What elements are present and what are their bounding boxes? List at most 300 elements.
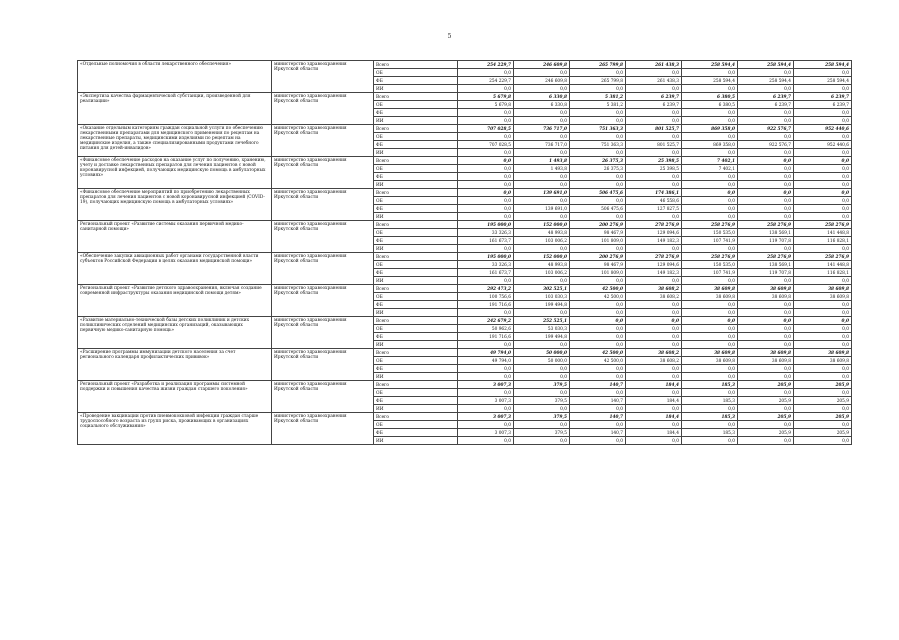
amount-cell: 736 717,0 bbox=[514, 141, 570, 149]
amount-cell: 6 380,5 bbox=[682, 93, 738, 101]
amount-cell: 0,0 bbox=[738, 213, 794, 221]
amount-cell: 0,0 bbox=[682, 117, 738, 125]
amount-cell: 0,0 bbox=[738, 317, 794, 325]
amount-cell: 0,0 bbox=[738, 85, 794, 93]
amount-cell: 0,0 bbox=[682, 325, 738, 333]
funding-source: ФБ bbox=[374, 77, 458, 85]
amount-cell: 38 608,2 bbox=[626, 357, 682, 365]
amount-cell: 191 716,6 bbox=[458, 333, 514, 341]
amount-cell: 42 500,0 bbox=[570, 357, 626, 365]
amount-cell: 0,0 bbox=[458, 69, 514, 77]
amount-cell: 0,0 bbox=[794, 333, 852, 341]
amount-cell: 0,0 bbox=[738, 205, 794, 213]
amount-cell: 0,0 bbox=[738, 189, 794, 197]
amount-cell: 278 276,9 bbox=[626, 253, 682, 261]
amount-cell: 107 741,9 bbox=[682, 237, 738, 245]
amount-cell: 0,0 bbox=[514, 365, 570, 373]
amount-cell: 258 594,4 bbox=[738, 61, 794, 69]
amount-cell: 0,0 bbox=[458, 189, 514, 197]
amount-cell: 0,0 bbox=[570, 109, 626, 117]
amount-cell: 199 494,8 bbox=[514, 333, 570, 341]
amount-cell: 0,0 bbox=[458, 149, 514, 157]
amount-cell: 0,0 bbox=[738, 341, 794, 349]
amount-cell: 751 363,3 bbox=[570, 141, 626, 149]
amount-cell: 0,0 bbox=[514, 133, 570, 141]
amount-cell: 0,0 bbox=[458, 213, 514, 221]
amount-cell: 129 094,6 bbox=[626, 261, 682, 269]
amount-cell: 258 594,4 bbox=[794, 61, 852, 69]
amount-cell: 3 007,3 bbox=[458, 413, 514, 421]
amount-cell: 0,0 bbox=[514, 389, 570, 397]
amount-cell: 869 358,0 bbox=[682, 141, 738, 149]
funding-source: ОБ bbox=[374, 197, 458, 205]
amount-cell: 0,0 bbox=[458, 373, 514, 381]
amount-cell: 161 673,7 bbox=[458, 237, 514, 245]
amount-cell: 506 475,6 bbox=[570, 205, 626, 213]
amount-cell: 0,0 bbox=[682, 365, 738, 373]
amount-cell: 3 007,3 bbox=[458, 381, 514, 389]
amount-cell: 184,4 bbox=[626, 397, 682, 405]
responsible-executor: министерство здравоохранения Иркутской области bbox=[272, 413, 374, 445]
amount-cell: 265 799,8 bbox=[570, 61, 626, 69]
amount-cell: 0,0 bbox=[626, 365, 682, 373]
amount-cell: 952 440,6 bbox=[794, 141, 852, 149]
funding-source: Всего bbox=[374, 93, 458, 101]
amount-cell: 0,0 bbox=[738, 437, 794, 445]
amount-cell: 0,0 bbox=[626, 69, 682, 77]
amount-cell: 258 276,9 bbox=[682, 221, 738, 229]
amount-cell: 0,0 bbox=[794, 213, 852, 221]
funding-source: ИИ bbox=[374, 181, 458, 189]
amount-cell: 0,0 bbox=[738, 309, 794, 317]
amount-cell: 7 402,1 bbox=[682, 157, 738, 165]
amount-cell: 0,0 bbox=[458, 133, 514, 141]
amount-cell: 7 402,1 bbox=[682, 165, 738, 173]
amount-cell: 922 576,7 bbox=[738, 125, 794, 133]
funding-source: Всего bbox=[374, 253, 458, 261]
amount-cell: 0,0 bbox=[570, 277, 626, 285]
measure-description: «Финансовое обеспечение мероприятий по приобретению лекарственных препаратов для лечения пациентов с новой коронавирусной инфекцией (COVID-19), получающих медицинскую помощь в амбулаторных условиях» bbox=[78, 189, 272, 221]
amount-cell: 0,0 bbox=[458, 405, 514, 413]
amount-cell: 0,0 bbox=[738, 149, 794, 157]
amount-cell: 150 535,0 bbox=[682, 261, 738, 269]
amount-cell: 0,0 bbox=[570, 181, 626, 189]
funding-source: Всего bbox=[374, 189, 458, 197]
amount-cell: 379,5 bbox=[514, 413, 570, 421]
amount-cell: 0,0 bbox=[458, 157, 514, 165]
amount-cell: 0,0 bbox=[794, 301, 852, 309]
amount-cell: 0,0 bbox=[626, 405, 682, 413]
amount-cell: 258 276,9 bbox=[794, 253, 852, 261]
amount-cell: 0,0 bbox=[514, 173, 570, 181]
amount-cell: 707 028,5 bbox=[458, 125, 514, 133]
amount-cell: 0,0 bbox=[514, 309, 570, 317]
amount-cell: 0,0 bbox=[794, 317, 852, 325]
amount-cell: 0,0 bbox=[794, 421, 852, 429]
amount-cell: 6 380,5 bbox=[682, 101, 738, 109]
amount-cell: 0,0 bbox=[682, 245, 738, 253]
amount-cell: 0,0 bbox=[794, 69, 852, 77]
amount-cell: 0,0 bbox=[682, 277, 738, 285]
amount-cell: 205,9 bbox=[738, 381, 794, 389]
amount-cell: 0,0 bbox=[682, 373, 738, 381]
funding-source: ОБ bbox=[374, 69, 458, 77]
amount-cell: 185,3 bbox=[682, 397, 738, 405]
amount-cell: 0,0 bbox=[458, 309, 514, 317]
measure-description: «Экспертиза качества фармацевтической субстанции, произведенной для реализации» bbox=[78, 93, 272, 125]
amount-cell: 129 094,6 bbox=[626, 229, 682, 237]
amount-cell: 149 182,3 bbox=[626, 237, 682, 245]
funding-source: Всего bbox=[374, 349, 458, 357]
funding-source: ИИ bbox=[374, 373, 458, 381]
amount-cell: 49 794,0 bbox=[458, 357, 514, 365]
funding-source: ФБ bbox=[374, 301, 458, 309]
amount-cell: 0,0 bbox=[458, 109, 514, 117]
responsible-executor: министерство здравоохранения Иркутской области bbox=[272, 221, 374, 253]
responsible-executor: министерство здравоохранения Иркутской области bbox=[272, 93, 374, 125]
amount-cell: 0,0 bbox=[514, 341, 570, 349]
amount-cell: 0,0 bbox=[570, 69, 626, 77]
amount-cell: 0,0 bbox=[682, 317, 738, 325]
funding-source: ОБ bbox=[374, 229, 458, 237]
amount-cell: 0,0 bbox=[514, 421, 570, 429]
funding-source: ОБ bbox=[374, 261, 458, 269]
amount-cell: 0,0 bbox=[794, 309, 852, 317]
amount-cell: 292 473,2 bbox=[458, 285, 514, 293]
amount-cell: 0,0 bbox=[458, 197, 514, 205]
amount-cell: 50 962,6 bbox=[458, 325, 514, 333]
funding-source: Всего bbox=[374, 381, 458, 389]
amount-cell: 0,0 bbox=[794, 117, 852, 125]
funding-source: Всего bbox=[374, 285, 458, 293]
amount-cell: 38 609,8 bbox=[794, 285, 852, 293]
funding-source: ОБ bbox=[374, 101, 458, 109]
amount-cell: 174 386,1 bbox=[626, 189, 682, 197]
amount-cell: 0,0 bbox=[458, 245, 514, 253]
amount-cell: 0,0 bbox=[738, 325, 794, 333]
amount-cell: 0,0 bbox=[738, 133, 794, 141]
amount-cell: 0,0 bbox=[738, 245, 794, 253]
amount-cell: 0,0 bbox=[570, 309, 626, 317]
amount-cell: 116 828,1 bbox=[794, 269, 852, 277]
amount-cell: 0,0 bbox=[682, 301, 738, 309]
amount-cell: 0,0 bbox=[458, 365, 514, 373]
amount-cell: 0,0 bbox=[794, 365, 852, 373]
amount-cell: 0,0 bbox=[682, 205, 738, 213]
amount-cell: 0,0 bbox=[514, 117, 570, 125]
amount-cell: 0,0 bbox=[738, 301, 794, 309]
amount-cell: 258 276,9 bbox=[682, 253, 738, 261]
amount-cell: 0,0 bbox=[738, 69, 794, 77]
amount-cell: 100 756,6 bbox=[458, 293, 514, 301]
funding-source: ФБ bbox=[374, 237, 458, 245]
amount-cell: 0,0 bbox=[570, 333, 626, 341]
amount-cell: 0,0 bbox=[794, 181, 852, 189]
amount-cell: 0,0 bbox=[738, 157, 794, 165]
amount-cell: 0,0 bbox=[570, 325, 626, 333]
amount-cell: 0,0 bbox=[626, 421, 682, 429]
amount-cell: 205,9 bbox=[794, 413, 852, 421]
amount-cell: 5 679,8 bbox=[458, 93, 514, 101]
amount-cell: 0,0 bbox=[458, 181, 514, 189]
amount-cell: 258 276,9 bbox=[738, 253, 794, 261]
amount-cell: 0,0 bbox=[626, 309, 682, 317]
measure-description: «Обеспечение закупки авиационных работ органами государственной власти субъектов Российской Федерации в целях оказания медицинской помощи» bbox=[78, 253, 272, 285]
table-row bbox=[78, 61, 852, 69]
amount-cell: 161 673,7 bbox=[458, 269, 514, 277]
amount-cell: 0,0 bbox=[570, 213, 626, 221]
amount-cell: 0,0 bbox=[682, 389, 738, 397]
amount-cell: 0,0 bbox=[570, 245, 626, 253]
amount-cell: 205,9 bbox=[794, 381, 852, 389]
amount-cell: 33 326,3 bbox=[458, 229, 514, 237]
amount-cell: 0,0 bbox=[682, 421, 738, 429]
amount-cell: 0,0 bbox=[738, 365, 794, 373]
amount-cell: 0,0 bbox=[514, 437, 570, 445]
funding-source: Всего bbox=[374, 61, 458, 69]
amount-cell: 0,0 bbox=[794, 389, 852, 397]
amount-cell: 707 028,5 bbox=[458, 141, 514, 149]
amount-cell: 258 594,4 bbox=[794, 77, 852, 85]
amount-cell: 38 609,8 bbox=[682, 349, 738, 357]
amount-cell: 0,0 bbox=[682, 181, 738, 189]
amount-cell: 0,0 bbox=[570, 389, 626, 397]
amount-cell: 0,0 bbox=[570, 373, 626, 381]
table-row bbox=[78, 157, 852, 165]
amount-cell: 0,0 bbox=[626, 325, 682, 333]
funding-source: ИИ bbox=[374, 437, 458, 445]
amount-cell: 48 993,8 bbox=[514, 261, 570, 269]
amount-cell: 0,0 bbox=[738, 117, 794, 125]
amount-cell: 48 993,8 bbox=[514, 229, 570, 237]
responsible-executor: министерство здравоохранения Иркутской области bbox=[272, 125, 374, 157]
amount-cell: 0,0 bbox=[570, 365, 626, 373]
amount-cell: 0,0 bbox=[458, 421, 514, 429]
amount-cell: 185,3 bbox=[682, 381, 738, 389]
amount-cell: 0,0 bbox=[682, 85, 738, 93]
amount-cell: 141 448,8 bbox=[794, 229, 852, 237]
page-number: 5 bbox=[447, 33, 452, 40]
amount-cell: 0,0 bbox=[626, 341, 682, 349]
amount-cell: 127 827,5 bbox=[626, 205, 682, 213]
amount-cell: 0,0 bbox=[570, 133, 626, 141]
measure-description: «Расширение программы иммунизации детского населения за счет регионального календаря профилактических прививок» bbox=[78, 349, 272, 381]
funding-source: ФБ bbox=[374, 141, 458, 149]
amount-cell: 98 467,9 bbox=[570, 261, 626, 269]
responsible-executor: министерство здравоохранения Иркутской области bbox=[272, 349, 374, 381]
amount-cell: 6 239,7 bbox=[738, 93, 794, 101]
funding-source: ОБ bbox=[374, 357, 458, 365]
amount-cell: 0,0 bbox=[794, 437, 852, 445]
amount-cell: 922 576,7 bbox=[738, 141, 794, 149]
amount-cell: 53 030,3 bbox=[514, 325, 570, 333]
amount-cell: 0,0 bbox=[794, 133, 852, 141]
responsible-executor: министерство здравоохранения Иркутской области bbox=[272, 317, 374, 349]
amount-cell: 50 000,0 bbox=[514, 357, 570, 365]
amount-cell: 801 525,7 bbox=[626, 125, 682, 133]
amount-cell: 150 535,0 bbox=[682, 229, 738, 237]
amount-cell: 0,0 bbox=[794, 149, 852, 157]
amount-cell: 0,0 bbox=[514, 85, 570, 93]
amount-cell: 736 717,0 bbox=[514, 125, 570, 133]
amount-cell: 0,0 bbox=[626, 213, 682, 221]
amount-cell: 140,7 bbox=[570, 397, 626, 405]
amount-cell: 46 558,6 bbox=[626, 197, 682, 205]
table-row bbox=[78, 189, 852, 197]
funding-source: ИИ bbox=[374, 117, 458, 125]
funding-source: ФБ bbox=[374, 365, 458, 373]
amount-cell: 0,0 bbox=[514, 69, 570, 77]
amount-cell: 152 000,0 bbox=[514, 221, 570, 229]
amount-cell: 0,0 bbox=[458, 341, 514, 349]
funding-source: ОБ bbox=[374, 389, 458, 397]
amount-cell: 0,0 bbox=[738, 333, 794, 341]
measure-description: Региональный проект «Разработка и реализация программы системной поддержки и повышения качества жизни граждан старшего поколения» bbox=[78, 381, 272, 413]
amount-cell: 261 438,3 bbox=[626, 77, 682, 85]
amount-cell: 258 594,4 bbox=[682, 61, 738, 69]
amount-cell: 0,0 bbox=[794, 157, 852, 165]
amount-cell: 6 239,7 bbox=[794, 101, 852, 109]
table-row bbox=[78, 349, 852, 357]
amount-cell: 205,9 bbox=[794, 429, 852, 437]
table-row bbox=[78, 285, 852, 293]
amount-cell: 0,0 bbox=[794, 109, 852, 117]
amount-cell: 0,0 bbox=[794, 197, 852, 205]
amount-cell: 152 000,0 bbox=[514, 253, 570, 261]
amount-cell: 0,0 bbox=[570, 405, 626, 413]
amount-cell: 0,0 bbox=[794, 325, 852, 333]
amount-cell: 38 609,8 bbox=[794, 349, 852, 357]
amount-cell: 6 330,8 bbox=[514, 101, 570, 109]
amount-cell: 33 326,3 bbox=[458, 261, 514, 269]
amount-cell: 0,0 bbox=[738, 421, 794, 429]
amount-cell: 258 276,9 bbox=[794, 221, 852, 229]
amount-cell: 265 799,8 bbox=[570, 77, 626, 85]
funding-source: ОБ bbox=[374, 165, 458, 173]
amount-cell: 0,0 bbox=[738, 173, 794, 181]
responsible-executor: министерство здравоохранения Иркутской области bbox=[272, 285, 374, 317]
funding-source: ИИ bbox=[374, 341, 458, 349]
funding-source: ИИ bbox=[374, 277, 458, 285]
amount-cell: 0,0 bbox=[794, 405, 852, 413]
amount-cell: 103 006,2 bbox=[514, 269, 570, 277]
amount-cell: 38 609,8 bbox=[738, 357, 794, 365]
amount-cell: 0,0 bbox=[738, 389, 794, 397]
amount-cell: 246 609,8 bbox=[514, 77, 570, 85]
amount-cell: 0,0 bbox=[570, 173, 626, 181]
funding-source: Всего bbox=[374, 125, 458, 133]
amount-cell: 0,0 bbox=[794, 245, 852, 253]
funding-source: ИИ bbox=[374, 245, 458, 253]
table-row bbox=[78, 253, 852, 261]
amount-cell: 6 239,7 bbox=[626, 101, 682, 109]
amount-cell: 49 794,0 bbox=[458, 349, 514, 357]
amount-cell: 139 691,0 bbox=[514, 189, 570, 197]
amount-cell: 3 007,3 bbox=[458, 397, 514, 405]
amount-cell: 0,0 bbox=[682, 109, 738, 117]
amount-cell: 195 000,0 bbox=[458, 253, 514, 261]
amount-cell: 261 438,3 bbox=[626, 61, 682, 69]
amount-cell: 0,0 bbox=[626, 437, 682, 445]
funding-source: ФБ bbox=[374, 397, 458, 405]
funding-source: ОБ bbox=[374, 421, 458, 429]
amount-cell: 0,0 bbox=[626, 301, 682, 309]
amount-cell: 0,0 bbox=[514, 149, 570, 157]
amount-cell: 38 609,8 bbox=[738, 349, 794, 357]
amount-cell: 0,0 bbox=[682, 189, 738, 197]
amount-cell: 869 358,0 bbox=[682, 125, 738, 133]
funding-source: ФБ bbox=[374, 333, 458, 341]
amount-cell: 258 594,4 bbox=[682, 77, 738, 85]
amount-cell: 0,0 bbox=[458, 117, 514, 125]
funding-source: ФБ bbox=[374, 173, 458, 181]
measure-description: «Отдельные полномочия в области лекарственного обеспечения» bbox=[78, 61, 272, 93]
amount-cell: 0,0 bbox=[514, 197, 570, 205]
amount-cell: 0,0 bbox=[626, 317, 682, 325]
amount-cell: 379,5 bbox=[514, 429, 570, 437]
amount-cell: 0,0 bbox=[458, 85, 514, 93]
table-row bbox=[78, 381, 852, 389]
amount-cell: 25 398,5 bbox=[626, 157, 682, 165]
funding-source: ФБ bbox=[374, 109, 458, 117]
measure-description: «Развитие материально-технической базы детских поликлиник и детских поликлинических отделений медицинских организаций, оказывающих первичную медико-санитарную помощь» bbox=[78, 317, 272, 349]
amount-cell: 138 569,1 bbox=[738, 229, 794, 237]
amount-cell: 0,0 bbox=[514, 109, 570, 117]
amount-cell: 0,0 bbox=[458, 173, 514, 181]
amount-cell: 0,0 bbox=[570, 197, 626, 205]
measure-description: Региональный проект «Развитие системы оказания первичной медико-санитарной помощи» bbox=[78, 221, 272, 253]
funding-source: ИИ bbox=[374, 405, 458, 413]
amount-cell: 0,0 bbox=[682, 333, 738, 341]
responsible-executor: министерство здравоохранения Иркутской области bbox=[272, 189, 374, 221]
table-row bbox=[78, 413, 852, 421]
amount-cell: 25 398,5 bbox=[626, 165, 682, 173]
responsible-executor: министерство здравоохранения Иркутской области bbox=[272, 61, 374, 93]
amount-cell: 42 500,0 bbox=[570, 349, 626, 357]
funding-source: ФБ bbox=[374, 429, 458, 437]
amount-cell: 0,0 bbox=[626, 149, 682, 157]
amount-cell: 0,0 bbox=[570, 117, 626, 125]
measure-description: «Оказание отдельным категориям граждан социальной услуги по обеспечению лекарственными препаратами для медицинского применения по рецептам на лекарственные препараты, медицинскими изделиями по рецептам на медицинские изделия, а также специализированными продуктами лечебного питания для детей-инвалидов» bbox=[78, 125, 272, 157]
amount-cell: 6 239,7 bbox=[626, 93, 682, 101]
amount-cell: 0,0 bbox=[682, 149, 738, 157]
amount-cell: 38 609,8 bbox=[794, 293, 852, 301]
amount-cell: 205,9 bbox=[794, 397, 852, 405]
amount-cell: 0,0 bbox=[626, 373, 682, 381]
amount-cell: 38 609,8 bbox=[682, 357, 738, 365]
amount-cell: 254 229,7 bbox=[458, 77, 514, 85]
amount-cell: 140,7 bbox=[570, 381, 626, 389]
measure-description: «Финансовое обеспечение расходов на оказание услуг по получению, хранению, учету и доставке лекарственных препаратов для лечения пациентов с новой коронавирусной инфекцией, получающих медицинскую помощь в амбулаторных условиях» bbox=[78, 157, 272, 189]
amount-cell: 184,4 bbox=[626, 429, 682, 437]
amount-cell: 0,0 bbox=[626, 277, 682, 285]
amount-cell: 195 000,0 bbox=[458, 221, 514, 229]
amount-cell: 0,0 bbox=[458, 277, 514, 285]
amount-cell: 103 030,3 bbox=[514, 293, 570, 301]
amount-cell: 26 375,3 bbox=[570, 157, 626, 165]
funding-source: Всего bbox=[374, 413, 458, 421]
amount-cell: 42 500,0 bbox=[570, 285, 626, 293]
amount-cell: 38 609,8 bbox=[738, 293, 794, 301]
amount-cell: 38 609,8 bbox=[738, 285, 794, 293]
amount-cell: 0,0 bbox=[794, 165, 852, 173]
amount-cell: 0,0 bbox=[626, 109, 682, 117]
amount-cell: 98 467,9 bbox=[570, 229, 626, 237]
amount-cell: 0,0 bbox=[738, 405, 794, 413]
funding-source: ИИ bbox=[374, 309, 458, 317]
amount-cell: 0,0 bbox=[738, 181, 794, 189]
amount-cell: 0,0 bbox=[514, 405, 570, 413]
